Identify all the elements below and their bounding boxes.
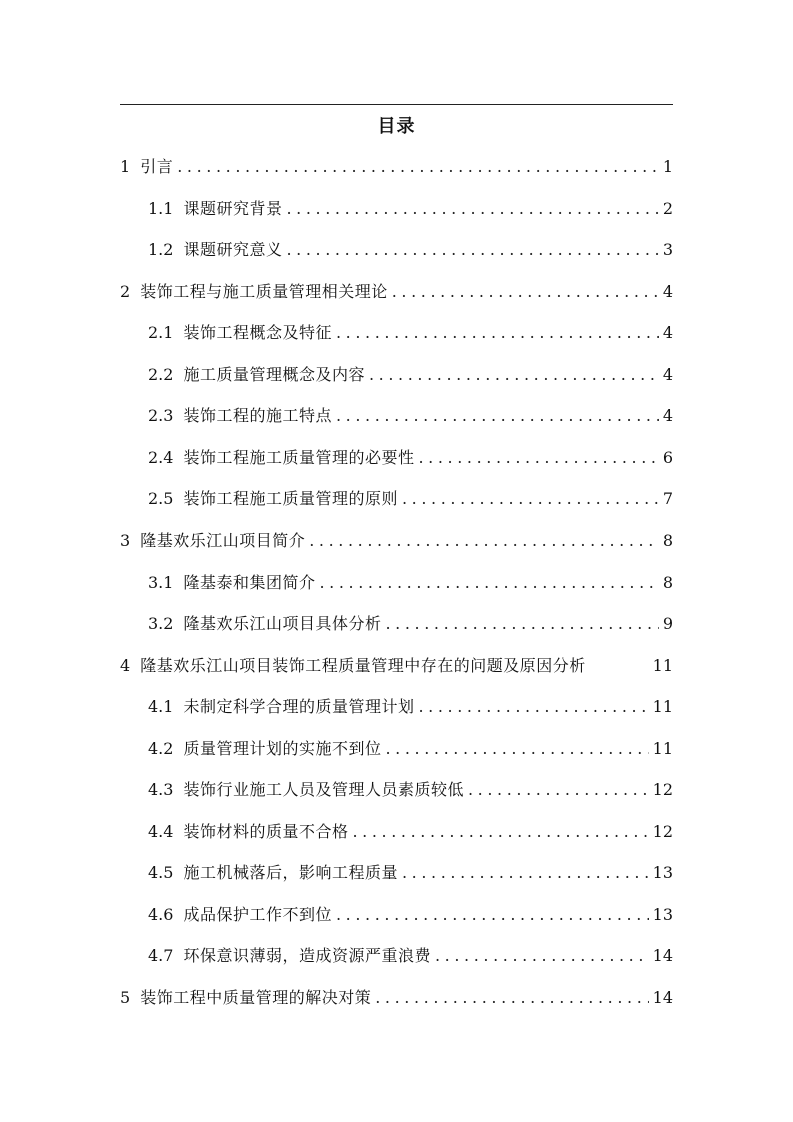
toc-dot-leader [398,860,649,886]
toc-dot-leader [332,403,659,429]
toc-entry-number: 2 [120,281,131,301]
toc-entry[interactable] [120,279,673,305]
toc-entry-number: 4.2 [148,738,174,758]
toc-entry-page-number: 11 [652,697,673,717]
toc-dot-leader [173,154,659,180]
toc-entry[interactable] [148,777,673,803]
toc-entry-number: 3 [120,531,131,550]
toc-entry-page-number: 12 [652,780,673,800]
toc-entry-number: 4.1 [148,697,174,717]
toc-entry-number: 4.7 [148,946,174,966]
toc-entry-page-number: 14 [652,988,673,1007]
toc-entry-label: 装饰材料的质量不合格 [183,821,349,841]
toc-entry-label: 隆基欢乐江山项目具体分析 [183,614,382,633]
toc-entry[interactable] [148,570,673,596]
toc-dot-leader [381,736,648,762]
toc-entry-number: 4.3 [148,780,174,800]
toc-entry[interactable] [148,943,673,969]
toc-entry-label: 课题研究意义 [183,240,283,260]
toc-entry[interactable] [148,611,673,637]
toc-entry-number: 2.2 [148,364,174,384]
toc-entry-number: 4.4 [148,821,174,841]
toc-entry-number: 2.4 [148,447,174,467]
toc-entry[interactable] [120,528,673,554]
toc-dot-leader [431,943,649,969]
toc-entry-number: 2.3 [148,406,174,426]
toc-entry-page-number: 6 [662,447,673,467]
toc-dot-leader [414,445,658,471]
toc-entry-page-number: 7 [662,489,673,509]
toc-dot-leader [381,611,658,637]
toc-entry-number: 3.2 [148,614,174,633]
toc-entry[interactable] [148,736,673,762]
toc-entry-label: 成品保护工作不到位 [183,904,332,924]
toc-entry-label: 装饰工程与施工质量管理相关理论 [140,281,388,301]
toc-entry-label: 装饰工程概念及特征 [183,323,332,343]
toc-entry[interactable] [120,985,673,1011]
toc-entry-page-number: 13 [652,863,673,883]
toc-dot-leader [388,279,659,305]
toc-entry-number: 1.1 [148,198,174,218]
toc-entry-label: 课题研究背景 [183,198,283,218]
toc-entry-page-number: 12 [652,821,673,841]
toc-entry[interactable] [148,445,673,471]
toc-entry-page-number: 11 [652,655,673,675]
toc-title: 目录 [377,116,416,137]
toc-entry-label: 装饰工程施工质量管理的必要性 [183,447,415,467]
toc-dot-leader [332,902,649,928]
toc-entry-label: 施工机械落后，影响工程质量 [183,863,398,883]
toc-dot-leader [332,320,659,346]
toc-entry[interactable] [148,819,673,845]
toc-entry[interactable] [148,362,673,388]
toc-entry-number: 4.6 [148,904,174,924]
toc-entry-label: 装饰工程施工质量管理的原则 [183,489,398,509]
toc-entry[interactable] [148,403,673,429]
toc-entry-label: 装饰工程中质量管理的解决对策 [140,988,372,1007]
toc-entry-page-number: 4 [662,406,673,426]
toc-entry-label: 隆基欢乐江山项目装饰工程质量管理中存在的问题及原因分析 [140,655,586,675]
toc-entry-page-number: 8 [662,572,673,592]
toc-entry-number: 4 [120,655,131,675]
toc-entry-label: 质量管理计划的实施不到位 [183,738,382,758]
toc-entry-page-number: 4 [662,364,673,384]
toc-entry-page-number: 9 [662,614,673,633]
toc-dot-leader [398,486,659,512]
toc-dot-leader [414,694,648,720]
toc-entry[interactable] [120,653,673,679]
toc-entry-number: 2.1 [148,323,174,343]
toc-entry-number: 1.2 [148,240,174,260]
toc-entry-label: 隆基泰和集团简介 [183,572,316,592]
toc-entry-label: 施工质量管理概念及内容 [183,364,365,384]
toc-entry-label: 引言 [140,157,174,176]
toc-entry[interactable] [120,154,673,180]
toc-entry[interactable] [148,860,673,886]
toc-entry-page-number: 2 [662,198,673,218]
toc-dot-leader [464,777,649,803]
toc-entry-page-number: 11 [652,738,673,758]
toc-entry[interactable] [148,694,673,720]
toc-entry[interactable] [148,196,673,222]
toc-entry-page-number: 4 [662,281,673,301]
toc-entry[interactable] [148,320,673,346]
toc-dot-leader [305,528,659,554]
toc-entry-number: 3.1 [148,572,174,592]
toc-entry-label: 隆基欢乐江山项目简介 [140,531,306,550]
toc-entry-page-number: 3 [662,240,673,260]
toc-entry[interactable] [148,237,673,263]
toc-entry-number: 4.5 [148,863,174,883]
toc-dot-leader [365,362,659,388]
toc-entry[interactable] [148,902,673,928]
toc-entry-label: 未制定科学合理的质量管理计划 [183,697,415,717]
toc-entry-label: 环保意识薄弱，造成资源严重浪费 [183,946,431,966]
toc-entry-number: 5 [120,988,131,1007]
toc-entry-number: 1 [120,157,131,176]
toc-dot-leader [348,819,648,845]
toc-dot-leader [282,237,658,263]
toc-entry-number: 2.5 [148,489,174,509]
toc-entry-label: 装饰工程的施工特点 [183,406,332,426]
toc-entry-label: 装饰行业施工人员及管理人员素质较低 [183,780,464,800]
toc-dot-leader [282,196,658,222]
toc-entry[interactable] [148,486,673,512]
toc-entry-page-number: 8 [662,531,673,550]
toc-dot-leader [315,570,658,596]
toc-entry-page-number: 1 [662,157,673,176]
toc-entry-page-number: 13 [652,904,673,924]
toc-entry-page-number: 4 [662,323,673,343]
toc-entry-page-number: 14 [652,946,673,966]
toc-dot-leader [371,985,648,1011]
